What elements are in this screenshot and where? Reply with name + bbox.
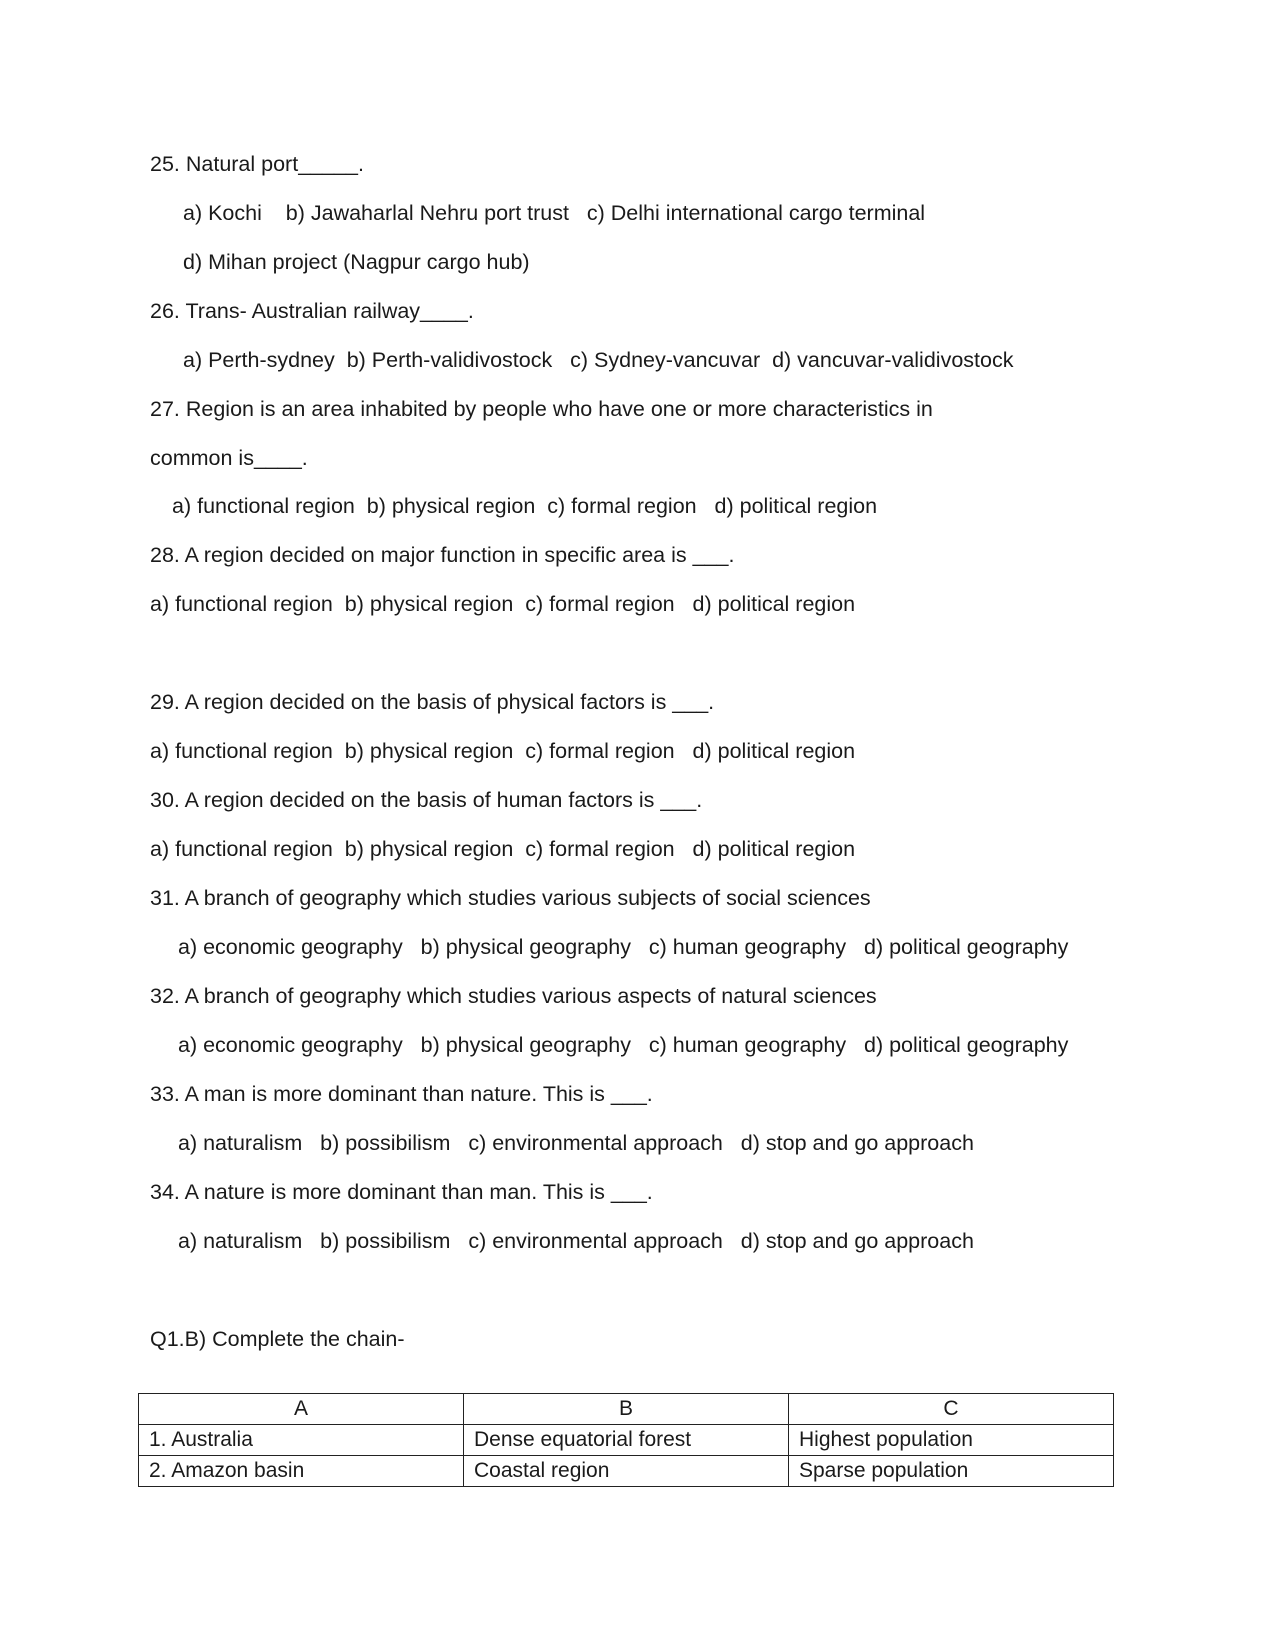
- question-27-options: a) functional region b) physical region c) formal region d) political region: [172, 494, 878, 518]
- complete-the-chain-table: [138, 1393, 1114, 1487]
- question-26-options: a) Perth-sydney b) Perth-validivostock c) Sydney-vancuvar d) vancuvar-validivostock: [183, 348, 1014, 372]
- table-row: [139, 1425, 1114, 1456]
- question-25-options-line-2: d) Mihan project (Nagpur cargo hub): [183, 250, 530, 274]
- question-32-options: a) economic geography b) physical geography c) human geography d) political geography: [178, 1033, 1069, 1057]
- column-header-c: C: [789, 1394, 1114, 1425]
- question-27-continuation: common is____.: [150, 446, 308, 470]
- question-34: 34. A nature is more dominant than man. This is ___.: [150, 1180, 653, 1204]
- section-b-heading: Q1.B) Complete the chain-: [150, 1327, 405, 1351]
- question-32: 32. A branch of geography which studies various aspects of natural sciences: [150, 984, 877, 1008]
- question-28-options: a) functional region b) physical region c) formal region d) political region: [150, 592, 856, 616]
- question-27: 27. Region is an area inhabited by people who have one or more characteristics in: [150, 397, 933, 421]
- table-cell: Highest population: [789, 1425, 1114, 1456]
- question-25-options-line-1: a) Kochi b) Jawaharlal Nehru port trust c) Delhi international cargo terminal: [183, 201, 926, 225]
- table-cell: Dense equatorial forest: [464, 1425, 789, 1456]
- question-34-options: a) naturalism b) possibilism c) environmental approach d) stop and go approach: [178, 1229, 974, 1253]
- table-row: [139, 1456, 1114, 1487]
- question-31: 31. A branch of geography which studies various subjects of social sciences: [150, 886, 871, 910]
- question-29-options: a) functional region b) physical region c) formal region d) political region: [150, 739, 856, 763]
- question-26: 26. Trans- Australian railway____.: [150, 299, 474, 323]
- question-33-options: a) naturalism b) possibilism c) environmental approach d) stop and go approach: [178, 1131, 974, 1155]
- question-30-options: a) functional region b) physical region c) formal region d) political region: [150, 837, 856, 861]
- table-cell: 2. Amazon basin: [139, 1456, 464, 1487]
- question-29: 29. A region decided on the basis of physical factors is ___.: [150, 690, 715, 714]
- question-25: 25. Natural port_____.: [150, 152, 364, 176]
- table-cell: Coastal region: [464, 1456, 789, 1487]
- question-33: 33. A man is more dominant than nature. This is ___.: [150, 1082, 653, 1106]
- column-header-b: B: [464, 1394, 789, 1425]
- question-28: 28. A region decided on major function in specific area is ___.: [150, 543, 735, 567]
- column-header-a: A: [139, 1394, 464, 1425]
- table-header-row: [139, 1394, 1114, 1425]
- question-30: 30. A region decided on the basis of human factors is ___.: [150, 788, 703, 812]
- table-cell: Sparse population: [789, 1456, 1114, 1487]
- question-31-options: a) economic geography b) physical geography c) human geography d) political geography: [178, 935, 1069, 959]
- table-cell: 1. Australia: [139, 1425, 464, 1456]
